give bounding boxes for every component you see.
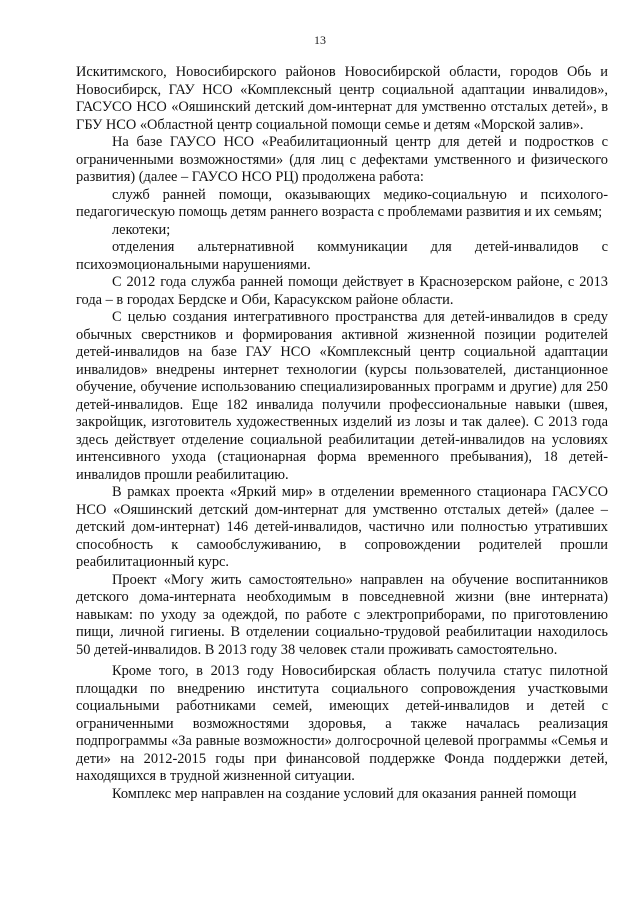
paragraph-live-independently: Проект «Могу жить самостоятельно» направлен на обучение воспитанников детского дома-интерната необходимым в повседневной жизни (вне интерната) навыкам: по уходу за одеждой, по работе с электроприборами, по приготовлению пищи, личной гигиены. В отделении социально-трудовой реабилитации находилось 50 детей-инвалидов. В 2013 году 38 человек стали проживать самостоятельно. (76, 571, 608, 658)
page-number: 13 (314, 33, 326, 47)
paragraph-bright-world: В рамках проекта «Яркий мир» в отделении временного стационара ГАСУСО НСО «Ояшинский детский дом-интернат для умственно отсталых детей» (далее – детский дом-интернат) 146 детей-инвалидов, частично или полностью утративших способность к самообслуживанию, в сопровождении родителей прошли реабилитационный курс. (76, 484, 608, 570)
list-item-alt-communication: отделения альтернативной коммуникации для детей-инвалидов с психоэмоциональными нарушениями. (76, 239, 608, 273)
paragraph-pilot-site: Кроме того, в 2013 году Новосибирская область получила статус пилотной площадки по внедрению института социального сопровождения участковыми социальными работниками семей, имеющих детей-инвалидов и детей с ограниченными возможностями здоровья, а также началась реализация подпрограммы «За равные возможности» долгосрочной целевой программы «Семья и дети» на 2012-2015 годы при финансовой поддержке Фонда поддержки детей, находящихся в трудной жизненной ситуации. (76, 663, 608, 784)
document-body (76, 64, 608, 803)
list-item-lekoteka: лекотеки; (112, 221, 171, 238)
paragraph-2012-service: С 2012 года служба ранней помощи действует в Краснозерском районе, с 2013 года – в городах Бердске и Оби, Карасукском районе области. (76, 274, 608, 308)
list-item-early-help: служб ранней помощи, оказывающих медико-социальную и психолого-педагогическую помощь детям раннего возраста с проблемами развития и их семьям; (76, 186, 608, 220)
paragraph-integration: С целью создания интегративного пространства для детей-инвалидов в среду обычных сверстников и формирования активной жизненной позиции родителей детей-инвалидов на базе ГАУ НСО «Комплексный центр социальной адаптации инвалидов» внедрены интернет технологии (курсы пользователей, дистанционное обучение, обучение использованию специализированных программ и другие) для 250 детей-инвалидов. Еще 182 инвалида получили профессиональные навыки (швея, закройщик, изготовитель художественных изделий из лозы и так далее). С 2013 года здесь действует отделение социальной реабилитации детей-инвалидов на условиях интенсивного ухода (стационарная форма временного пребывания), 18 детей-инвалидов прошли реабилитацию. (76, 309, 608, 483)
paragraph-complex-measures: Комплекс мер направлен на создание условий для оказания ранней помощи (112, 785, 577, 802)
paragraph-rehab-center: На базе ГАУСО НСО «Реабилитационный центр для детей и подростков с ограниченными возможностями» (для лиц с дефектами умственного и физического развития) (далее – ГАУСО НСО РЦ) продолжена работа: (76, 134, 608, 185)
paragraph-continuation: Искитимского, Новосибирского районов Новосибирской области, городов Обь и Новосибирск, ГАУ НСО «Комплексный центр социальной адаптации инвалидов», ГАСУСО НСО «Ояшинский детский дом-интернат для умственно отсталых детей», в ГБУ НСО «Областной центр социальной помощи семье и детям «Морской залив». (76, 64, 608, 133)
